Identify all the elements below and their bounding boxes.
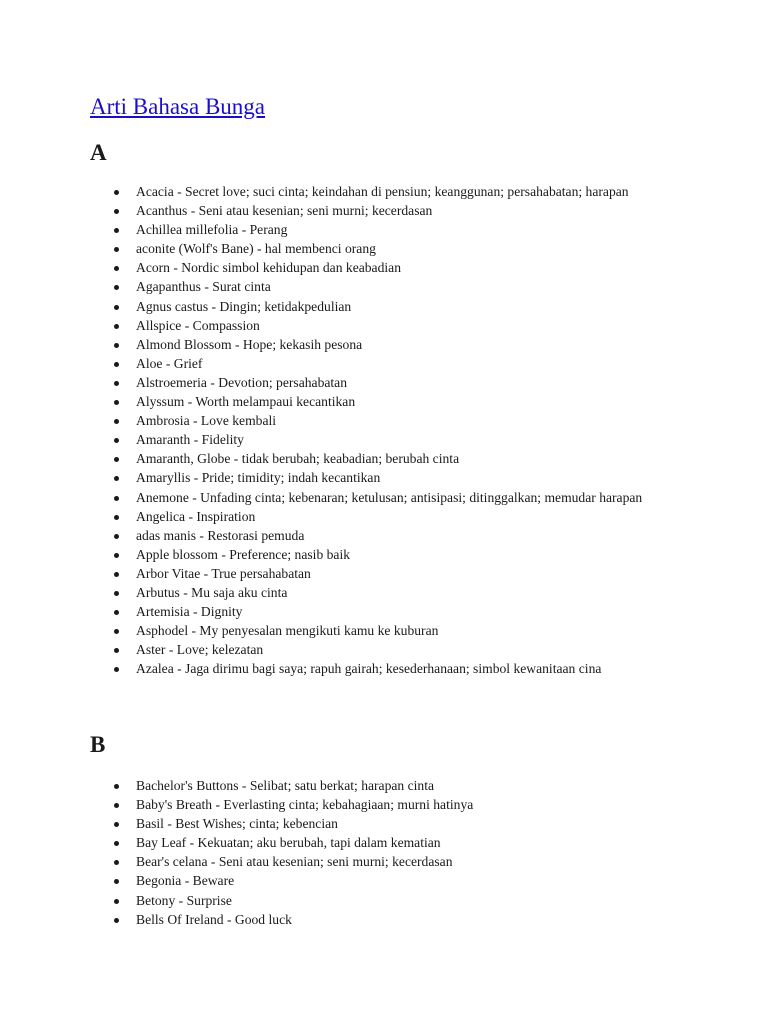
bullet-icon (114, 247, 119, 252)
bullet-icon (114, 822, 119, 827)
bullet-icon (114, 899, 119, 904)
list-item (136, 355, 676, 373)
list-item (136, 278, 676, 296)
list-item (136, 796, 676, 814)
list-item (136, 336, 676, 354)
list-item (136, 469, 676, 487)
list-item-text: Betony - Surprise (136, 892, 232, 908)
list-item-text: adas manis - Restorasi pemuda (136, 527, 305, 543)
bullet-icon (114, 610, 119, 615)
list-item-text: Achillea millefolia - Perang (136, 222, 288, 238)
list-item (136, 298, 676, 316)
list-item (136, 508, 676, 526)
list-item (136, 603, 676, 621)
list-item (136, 202, 676, 220)
bullet-icon (114, 285, 119, 290)
list-item (136, 872, 676, 890)
list-item-text: Begonia - Beware (136, 873, 235, 889)
list-item-text: Bells Of Ireland - Good luck (136, 911, 292, 927)
list-item (136, 834, 676, 852)
list-item-text: Alyssum - Worth melampaui kecantikan (136, 394, 356, 410)
bullet-icon (114, 209, 119, 214)
list-item-text: Azalea - Jaga dirimu bagi saya; rapuh gairah; kesederhanaan; simbol kewanitaan cina (136, 661, 602, 677)
bullet-icon (114, 784, 119, 789)
bullet-icon (114, 860, 119, 865)
list-item-text: Acacia - Secret love; suci cinta; keindahan di pensiun; keanggunan; persahabatan; harapan (136, 184, 629, 199)
list-item (136, 450, 676, 468)
bullet-icon (114, 918, 119, 923)
section-heading-a: A (90, 140, 107, 165)
bullet-icon (114, 324, 119, 329)
list-item (136, 259, 676, 277)
list-item (136, 374, 676, 392)
list-item-text: Allspice - Compassion (136, 317, 260, 333)
bullet-icon (114, 343, 119, 348)
bullet-icon (114, 648, 119, 653)
bullet-icon (114, 534, 119, 539)
list-item (136, 815, 676, 833)
list-item-text: Bay Leaf - Kekuatan; aku berubah, tapi dalam kematian (136, 835, 441, 851)
list-item (136, 183, 676, 201)
section-list-b (136, 777, 676, 930)
bullet-icon (114, 305, 119, 310)
list-item-text: aconite (Wolf's Bane) - hal membenci orang (136, 241, 376, 257)
list-item-text: Amaranth - Fidelity (136, 432, 244, 448)
list-item (136, 221, 676, 239)
section-list-a (136, 183, 676, 679)
list-item-text: Baby's Breath - Everlasting cinta; kebahagiaan; murni hatinya (136, 797, 474, 813)
list-item-text: Amaranth, Globe - tidak berubah; keabadian; berubah cinta (136, 451, 460, 467)
list-item (136, 622, 676, 640)
list-item (136, 431, 676, 449)
list-item (136, 853, 676, 871)
list-item-text: Bachelor's Buttons - Selibat; satu berkat; harapan cinta (136, 778, 435, 793)
list-item (136, 660, 676, 678)
bullet-icon (114, 190, 119, 195)
list-item-text: Alstroemeria - Devotion; persahabatan (136, 374, 348, 390)
list-item-text: Bear's celana - Seni atau kesenian; seni murni; kecerdasan (136, 854, 453, 870)
list-item (136, 527, 676, 545)
list-item-text: Arbutus - Mu saja aku cinta (136, 584, 288, 600)
list-item-text: Agnus castus - Dingin; ketidakpedulian (136, 298, 352, 314)
bullet-icon (114, 572, 119, 577)
list-item-text: Acanthus - Seni atau kesenian; seni murni; kecerdasan (136, 203, 433, 219)
list-item (136, 565, 676, 583)
list-item (136, 584, 676, 602)
list-item-text: Almond Blossom - Hope; kekasih pesona (136, 336, 363, 352)
bullet-icon (114, 841, 119, 846)
bullet-icon (114, 381, 119, 386)
bullet-icon (114, 457, 119, 462)
bullet-icon (114, 629, 119, 634)
list-item-text: Angelica - Inspiration (136, 508, 256, 524)
bullet-icon (114, 362, 119, 367)
list-item (136, 412, 676, 430)
list-item-text: Apple blossom - Preference; nasib baik (136, 546, 351, 562)
list-item-text: Agapanthus - Surat cinta (136, 279, 271, 295)
bullet-icon (114, 400, 119, 405)
bullet-icon (114, 419, 119, 424)
list-item (136, 317, 676, 335)
bullet-icon (114, 803, 119, 808)
page-title (90, 92, 265, 122)
bullet-icon (114, 515, 119, 520)
list-item (136, 777, 676, 795)
list-item-text: Ambrosia - Love kembali (136, 413, 277, 429)
list-item (136, 641, 676, 659)
bullet-icon (114, 228, 119, 233)
page-title-link[interactable]: Arti Bahasa Bunga (90, 94, 266, 119)
list-item-text: Acorn - Nordic simbol kehidupan dan keabadian (136, 260, 401, 276)
section-heading-b: B (90, 732, 106, 757)
list-item-text: Basil - Best Wishes; cinta; kebencian (136, 816, 338, 832)
list-item (136, 892, 676, 910)
list-item (136, 393, 676, 411)
bullet-icon (114, 476, 119, 481)
list-item-text: Arbor Vitae - True persahabatan (136, 565, 311, 581)
bullet-icon (114, 591, 119, 596)
list-item-text: Aloe - Grief (136, 355, 203, 371)
list-item (136, 911, 676, 929)
list-item-text: Anemone - Unfading cinta; kebenaran; ketulusan; antisipasi; ditinggalkan; memudar harapan (136, 489, 643, 505)
bullet-icon (114, 496, 119, 501)
list-item-text: Aster - Love; kelezatan (136, 642, 264, 658)
list-item-text: Asphodel - My penyesalan mengikuti kamu ke kuburan (136, 623, 439, 639)
list-item (136, 240, 676, 258)
list-item (136, 489, 676, 507)
list-item-text: Artemisia - Dignity (136, 604, 243, 620)
bullet-icon (114, 438, 119, 443)
bullet-icon (114, 266, 119, 271)
list-item (136, 546, 676, 564)
bullet-icon (114, 553, 119, 558)
bullet-icon (114, 879, 119, 884)
list-item-text: Amaryllis - Pride; timidity; indah kecantikan (136, 470, 381, 486)
bullet-icon (114, 667, 119, 672)
